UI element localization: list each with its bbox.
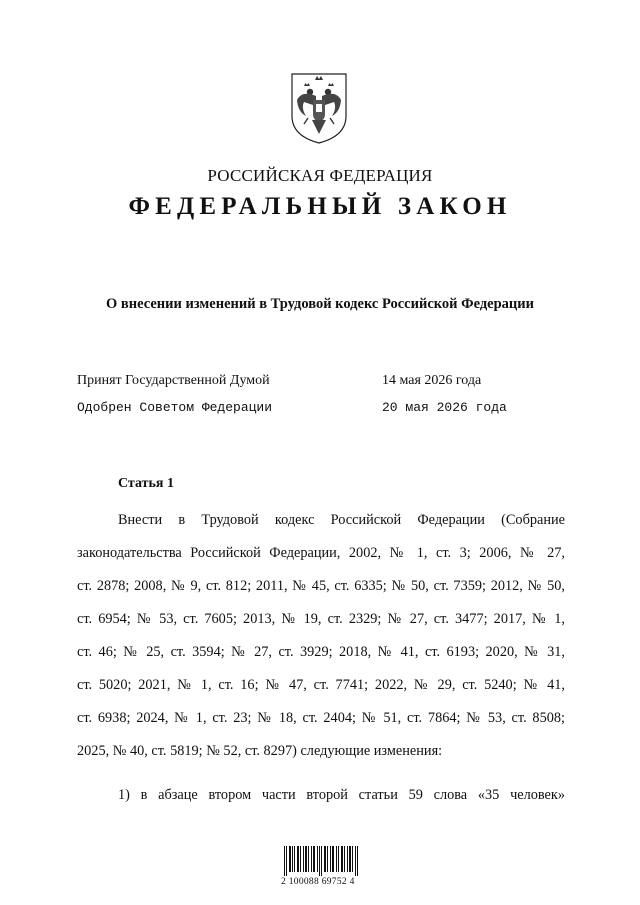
council-approval-date: 20 мая 2026 года <box>382 400 507 415</box>
barcode <box>284 846 358 876</box>
article-heading: Статья 1 <box>118 476 174 491</box>
country-name: РОССИЙСКАЯ ФЕДЕРАЦИЯ <box>207 166 433 185</box>
coat-of-arms-emblem <box>288 70 350 146</box>
article-text-line: ст. 2878; 2008, № 9, ст. 812; 2011, № 45, ст. 6335; № 50, ст. 7359; 2012, № 50, <box>77 578 565 594</box>
article-text-line: законодательства Российской Федерации, 2002, № 1, ст. 3; 2006, № 27, <box>77 545 565 561</box>
law-type-heading: ФЕДЕРАЛЬНЫЙ ЗАКОН <box>128 193 512 220</box>
law-title: О внесении изменений в Трудовой кодекс Российской Федерации <box>106 296 534 312</box>
duma-adoption-label: Принят Государственной Думой <box>77 373 270 388</box>
article-text-line: 1) в абзаце втором части второй статьи 59 слова «35 человек» <box>118 787 565 803</box>
article-text-line: ст. 5020; 2021, № 1, ст. 16; № 47, ст. 7741; 2022, № 29, ст. 5240; № 41, <box>77 677 565 693</box>
council-approval-label: Одобрен Советом Федерации <box>77 400 273 415</box>
article-text-line: ст. 6954; № 53, ст. 7605; 2013, № 19, ст. 2329; № 27, ст. 3477; 2017, № 1, <box>77 611 565 627</box>
article-text-line: 2025, № 40, ст. 5819; № 52, ст. 8297) следующие изменения: <box>77 743 443 759</box>
article-text-line: ст. 46; № 25, ст. 3594; № 27, ст. 3929; 2018, № 41, ст. 6193; 2020, № 31, <box>77 644 565 660</box>
duma-adoption-date: 14 мая 2026 года <box>382 373 482 388</box>
article-text-line: ст. 6938; 2024, № 1, ст. 23; № 18, ст. 2404; № 51, ст. 7864; № 53, ст. 8508; <box>77 710 565 726</box>
article-text-line: Внести в Трудовой кодекс Российской Федерации (Собрание <box>118 512 565 528</box>
barcode-number: 2 100088 69752 4 <box>281 877 355 887</box>
